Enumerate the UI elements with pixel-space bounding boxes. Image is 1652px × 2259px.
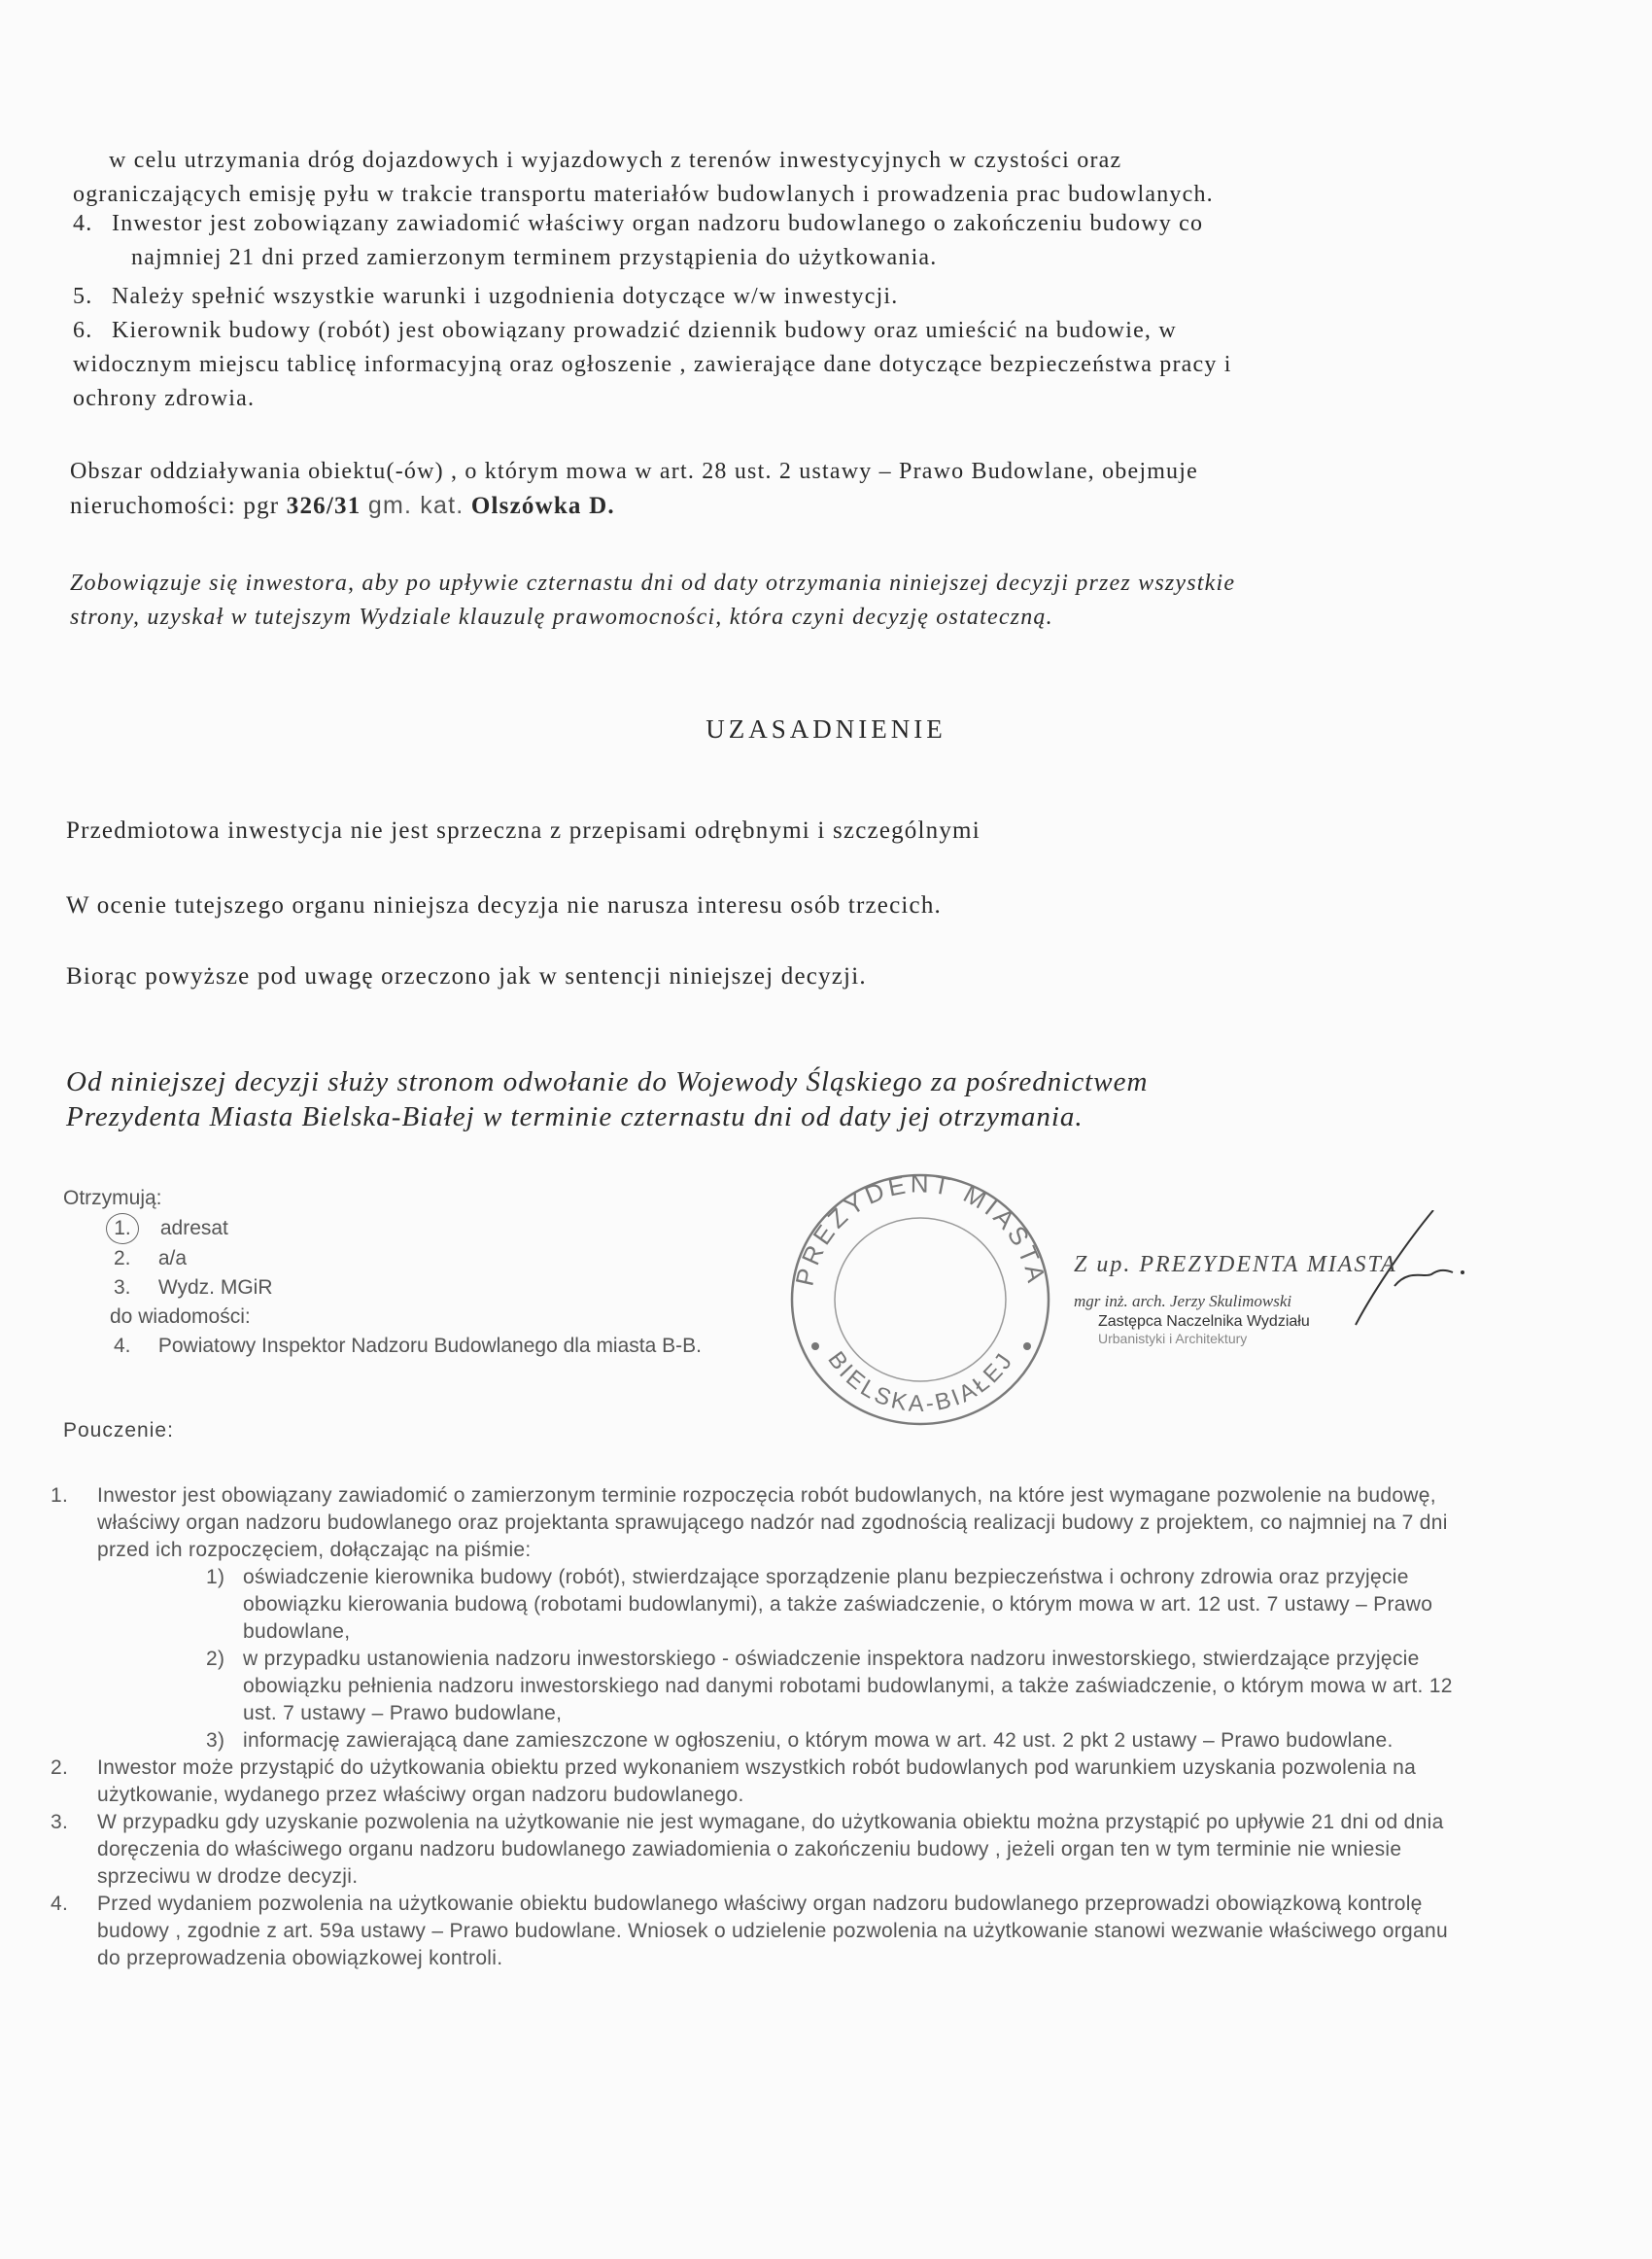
signature-line: Z up. PREZYDENTA MIASTA xyxy=(1074,1252,1397,1277)
paragraph-continuation xyxy=(109,146,1121,175)
recipient-text: adresat xyxy=(159,1217,228,1239)
text-line: Prezydenta Miasta Bielska-Białej w terminie czternastu dni od daty jej otrzymania. xyxy=(66,1101,1084,1132)
stamp-bottom-text: BIELSKA-BIAŁEJ xyxy=(822,1346,1019,1418)
text-line: Kierownik budowy (robót) jest obowiązany prowadzić dziennik budowy oraz umieścić na budowie, w xyxy=(112,318,1177,343)
svg-text:PREZYDENT MIASTA xyxy=(789,1169,1051,1289)
zobowiazuje-paragraph xyxy=(70,569,1235,598)
recipient-text: Powiatowy Inspektor Nadzoru Budowlanego dla miasta B-B. xyxy=(157,1335,702,1357)
item-number: 2) xyxy=(206,1648,225,1670)
signature-block xyxy=(1074,1252,1463,1346)
signatory-name: mgr inż. arch. Jerzy Skulimowski xyxy=(1074,1292,1292,1310)
uzasadnienie-line-2 xyxy=(66,891,942,921)
item-text: informację zawierającą dane zamieszczone w ogłoszeniu, o którym mowa w art. 42 ust. 2 pkt 2 ustawy – Prawo budowlane. xyxy=(243,1729,1394,1752)
text-line: nieruchomości: pgr xyxy=(70,493,280,519)
item-number: 4. xyxy=(51,1893,69,1915)
text-line: Należy spełnić wszystkie warunki i uzgodnienia dotyczące w/w inwestycji. xyxy=(112,284,899,309)
item-number: 4. xyxy=(73,211,93,236)
item-number: 2. xyxy=(51,1756,69,1779)
pouczenie-title: Pouczenie: xyxy=(63,1419,174,1442)
place-name: Olszówka D. xyxy=(470,493,615,519)
text-line: gm. kat. xyxy=(367,492,465,519)
list-item xyxy=(73,282,899,311)
appeal-notice xyxy=(66,1064,1427,1134)
item-text: Inwestor jest obowiązany zawiadomić o zamierzonym terminie rozpoczęcia robót budowlanych, na które jest wymagane pozwolenie na budowę, właściwy organ nadzoru budowlanego oraz projektanta sprawującego nadzór nad zgodnością realizacji budowy z projektem, co najmniej na 7 dni przed ich rozpoczęciem, dołączając na piśmie: xyxy=(97,1484,1448,1561)
text-line: Przedmiotowa inwestycja nie jest sprzeczna z przepisami odrębnymi i szczególnymi xyxy=(66,817,981,844)
pouczenie-item xyxy=(51,1809,1460,1891)
text-line: Zobowiązuje się inwestora, aby po upływie czternastu dni od daty otrzymania niniejszej decyzji przez wszystkie xyxy=(70,571,1236,596)
recipients-block xyxy=(63,1184,702,1361)
text-line: najmniej 21 dni przed zamierzonym terminem przystąpienia do użytkowania. xyxy=(131,245,938,270)
recipient-row xyxy=(63,1332,702,1361)
paragraph-continuation-2 xyxy=(73,180,1214,209)
text-line: Biorąc powyższe pod uwagę orzeczono jak w sentencji niniejszej decyzji. xyxy=(66,963,867,990)
text-line: Obszar oddziaływania obiektu(-ów) , o którym mowa w art. 28 ust. 2 ustawy – Prawo Budowlane, obejmuje xyxy=(70,459,1198,484)
text-line: widocznym miejscu tablicę informacyjną oraz ogłoszenie , zawierające dane dotyczące bezpieczeństwa pracy i xyxy=(73,352,1232,377)
official-stamp xyxy=(773,1162,1069,1439)
list-item xyxy=(73,316,1177,345)
recipients-title: Otrzymują: xyxy=(63,1187,162,1209)
list-item-cont xyxy=(73,384,255,413)
stamp-top-text: PREZYDENT MIASTA xyxy=(789,1168,1052,1289)
item-number: 5. xyxy=(73,284,93,309)
item-number: 2. xyxy=(114,1247,131,1269)
pouczenie-subitem xyxy=(51,1564,1460,1646)
item-number: 1. xyxy=(51,1484,69,1507)
recipient-row xyxy=(63,1244,702,1273)
pouczenie-item xyxy=(51,1482,1460,1564)
item-number: 3) xyxy=(206,1729,225,1752)
text-line: Od niniejszej decyzji służy stronom odwołanie do Wojewody Śląskiego za pośrednictwem xyxy=(66,1066,1149,1097)
recipient-row xyxy=(63,1273,702,1303)
text-line: Inwestor jest zobowiązany zawiadomić właściwy organ nadzoru budowlanego o zakończeniu budowy co xyxy=(112,211,1204,236)
item-text: W przypadku gdy uzyskanie pozwolenia na użytkowanie nie jest wymagane, do użytkowania obiektu można przystąpić po upływie 21 dni od dnia doręczenia do właściwego organu nadzoru budowlanego zawiadomienia o zakończeniu budowy , jeżeli organ ten w tym terminie nie wniesie sprzeciwu w drodze decyzji. xyxy=(97,1811,1444,1888)
list-item xyxy=(73,209,1203,238)
recipient-text: a/a xyxy=(157,1247,188,1269)
list-item-cont xyxy=(131,243,938,272)
item-number: 1. xyxy=(106,1213,139,1244)
uzasadnienie-line-3 xyxy=(66,962,867,991)
pouczenie-subitem xyxy=(51,1646,1460,1727)
item-number: 3. xyxy=(114,1276,131,1299)
pouczenie-subitem xyxy=(51,1727,1460,1755)
zobowiazuje-paragraph-2 xyxy=(70,603,1053,632)
parcel-number: 326/31 xyxy=(286,493,361,519)
obszar-paragraph xyxy=(70,457,1198,486)
item-number: 3. xyxy=(51,1811,69,1833)
section-heading: UZASADNIENIE xyxy=(706,714,946,744)
recipient-row xyxy=(63,1213,702,1244)
item-number: 1) xyxy=(206,1566,225,1588)
signatory-department: Urbanistyki i Architektury xyxy=(1098,1331,1248,1346)
uzasadnienie-line-1 xyxy=(66,817,981,846)
text-line: strony, uzyskał w tutejszym Wydziale klauzulę prawomocności, która czyni decyzję ostateczną. xyxy=(70,605,1053,630)
obszar-paragraph-2 xyxy=(70,491,615,521)
item-text: oświadczenie kierownika budowy (robót), stwierdzające sporządzenie planu bezpieczeństwa i ochrony zdrowia oraz przyjęcie obowiązku kierowania budową (robotami budowlanymi), a także zaświadczenie, o którym mowa w art. 12 ust. 7 ustawy – Prawo budowlane, xyxy=(243,1566,1433,1643)
svg-text:BIELSKA-BIAŁEJ xyxy=(822,1347,1018,1418)
list-item-cont xyxy=(73,350,1232,379)
item-text: Przed wydaniem pozwolenia na użytkowanie obiektu budowlanego właściwy organ nadzoru budowlanego przeprowadzi obowiązkową kontrolę budowy , zgodnie z art. 59a ustawy – Prawo budowlane. Wniosek o udzielenie pozwolenia na użytkowanie stanowi wezwanie właściwego organu do przeprowadzenia obowiązkowej kontroli. xyxy=(97,1893,1448,1969)
item-number: 4. xyxy=(114,1335,131,1357)
item-text: Inwestor może przystąpić do użytkowania obiektu przed wykonaniem wszystkich robót budowlanych pod warunkiem uzyskania pozwolenia na użytkowanie, wydanego przez właściwy organ nadzoru budowlanego. xyxy=(97,1756,1417,1806)
item-text: w przypadku ustanowienia nadzoru inwestorskiego - oświadczenie inspektora nadzoru inwestorskiego, stwierdzające przyjęcie obowiązku pełnienia nadzoru inwestorskiego nad danymi robotami budowlanymi, a także zaświadczenie, o którym mowa w art. 12 ust. 7 ustawy – Prawo budowlane, xyxy=(243,1648,1453,1724)
recipient-text: Wydz. MGiR xyxy=(157,1276,273,1299)
text-line: ochrony zdrowia. xyxy=(73,386,256,411)
signatory-title: Zastępca Naczelnika Wydziału xyxy=(1098,1313,1310,1330)
item-number: 6. xyxy=(73,318,93,343)
cc-title: do wiadomości: xyxy=(110,1305,251,1328)
text-line: w celu utrzymania dróg dojazdowych i wyjazdowych z terenów inwestycyjnych w czystości oraz xyxy=(109,148,1122,173)
pouczenie-item xyxy=(51,1891,1460,1972)
text-line: W ocenie tutejszego organu niniejsza decyzja nie narusza interesu osób trzecich. xyxy=(66,892,942,919)
pouczenie-item xyxy=(51,1755,1460,1809)
text-line: ograniczających emisję pyłu w trakcie transportu materiałów budowlanych i prowadzenia prac budowlanych. xyxy=(73,182,1214,207)
pouczenie-list xyxy=(51,1482,1460,1972)
